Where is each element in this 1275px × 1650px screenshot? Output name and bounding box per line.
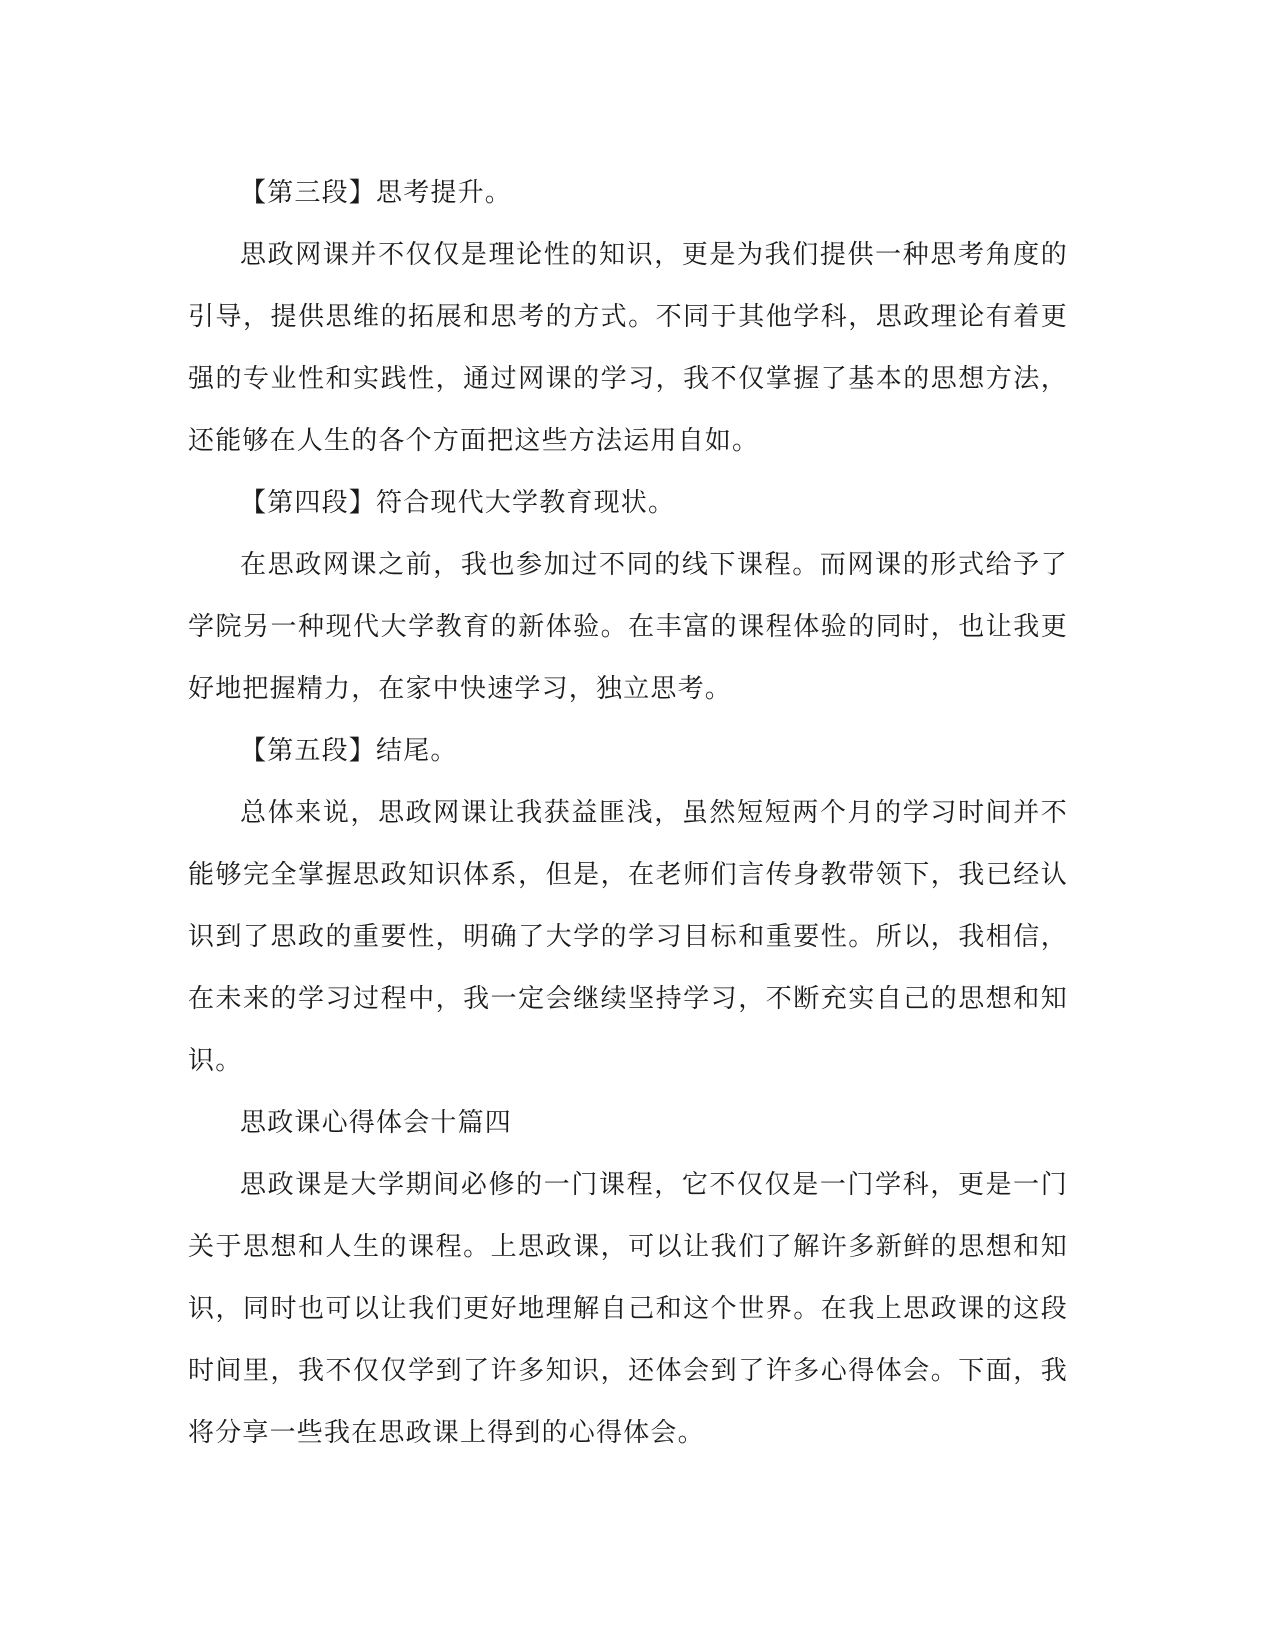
document-body (188, 162, 1068, 1464)
section-heading-4: 【第四段】符合现代大学教育现状。 (240, 488, 676, 518)
section-heading-5: 【第五段】结尾。 (240, 736, 458, 766)
body-paragraph: 思政网课并不仅仅是理论性的知识，更是为我们提供一种思考角度的引导，提供思维的拓展和思考的方式。不同于其他学科，思政理论有着更强的专业性和实践性，通过网课的学习，我不仅掌握了基本的思想方法，还能够在人生的各个方面把这些方法运用自如。 (188, 240, 1068, 456)
article-title: 思政课心得体会十篇四 (240, 1108, 513, 1138)
section-heading-3: 【第三段】思考提升。 (240, 178, 513, 208)
body-paragraph: 思政课是大学期间必修的一门课程，它不仅仅是一门学科，更是一门关于思想和人生的课程。上思政课，可以让我们了解许多新鲜的思想和知识，同时也可以让我们更好地理解自己和这个世界。在我上思政课的这段时间里，我不仅仅学到了许多知识，还体会到了许多心得体会。下面，我将分享一些我在思政课上得到的心得体会。 (188, 1170, 1068, 1448)
body-paragraph: 在思政网课之前，我也参加过不同的线下课程。而网课的形式给予了学院另一种现代大学教育的新体验。在丰富的课程体验的同时，也让我更好地把握精力，在家中快速学习，独立思考。 (188, 550, 1068, 704)
body-paragraph: 总体来说，思政网课让我获益匪浅，虽然短短两个月的学习时间并不能够完全掌握思政知识体系，但是，在老师们言传身教带领下，我已经认识到了思政的重要性，明确了大学的学习目标和重要性。所以，我相信，在未来的学习过程中，我一定会继续坚持学习，不断充实自己的思想和知识。 (188, 798, 1068, 1076)
